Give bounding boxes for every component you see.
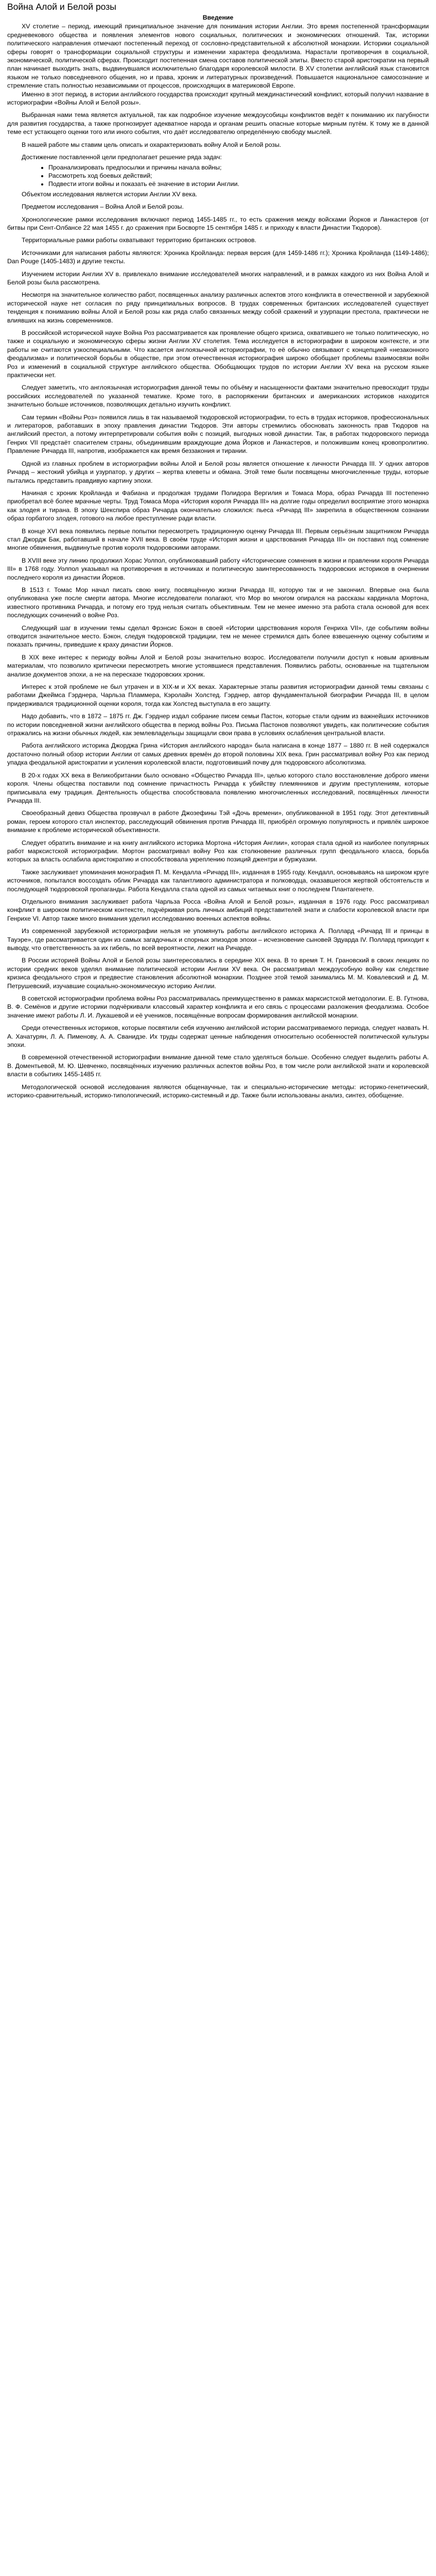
- paragraph: Отдельного внимания заслуживает работа Чарльза Росса «Война Алой и Белой розы», изданная в 1976 году. Росс рассматривал конфликт в широком политическом контексте, подчёркивая роль личных амбиций представителей знати и слабости королевской власти при Генрихе VI. Автор также много внимания уделил исследованию военных аспектов войны.: [7, 897, 429, 922]
- paragraph: В 1513 г. Томас Мор начал писать свою книгу, посвящённую жизни Ричарда III, которую так и не закончил. Впервые она была опубликована уже после смерти автора. Многие исследователи полагают, что Мор во многом опирался на рассказы кардинала Мортона, известного противника Ричарда, и потому его труд нельзя считать объективным. Тем не менее именно эта работа стала основой для всех последующих сочинений о войне Роз.: [7, 586, 429, 619]
- paragraph: В конце XVI века появились первые попытки пересмотреть традиционную оценку Ричарда III. Первым серьёзным защитником Ричарда стал Джордж Бак, работавший в начале XVII века. В своём труде «История жизни и царствования Ричарда III» он поставил под сомнение многие обвинения, выдвинутые против короля тюдоровскими авторами.: [7, 527, 429, 552]
- paragraph: Именно в этот период, в истории английского государства происходит крупный междинастический конфликт, который получил название в историографии «Войны Алой и Белой розы».: [7, 90, 429, 107]
- paragraph: Интерес к этой проблеме не был утрачен и в XIX-м и XX веках. Характерные этапы развития историографии данной темы связаны с работами Джеймса Гэрднера, Чарльза Пламмера, Кэролайн Холстед. Гэрднер, автор фундаментальной биографии Ричарда III, в целом придерживался традиционной оценки короля, тогда как Холстед выступала в его защиту.: [7, 683, 429, 707]
- paragraph-chronology: Хронологические рамки исследования включают период 1455-1485 гг., то есть сражения между войсками Йорков и Ланкастеров (от битвы при Сент-Олбансе 22 мая 1455 г. до сражения при Босворте 15 сентября 1485 г. и приходу к власти Династии Тюдоров).: [7, 215, 429, 231]
- paragraph: Работа английского историка Джорджа Грина «История английского народа» была написана в конце 1877 – 1880 гг. В ней содержался достаточно полный обзор истории Англии от самых древних времён до второй половины XIX века. Грин рассматривал войну Роз как период упадка феодальной аристократии и усиления королевской власти, подготовивший почву для тюдоровского абсолютизма.: [7, 742, 429, 767]
- paragraph: Надо добавить, что в 1872 – 1875 гг. Дж. Гэрднер издал собрание писем семьи Пастон, которые стали одним из важнейших источников по истории повседневной жизни английского общества в период войны Роз. Письма Пастонов позволяют увидеть, как политические события отражались на жизни обычных людей, как землевладельцы защищали свои права в условиях ослабления центральной власти.: [7, 713, 429, 737]
- task-item: • Рассмотреть ход боевых действий;: [48, 172, 429, 180]
- paragraph: В 20-х годах XX века в Великобритании было основано «Общество Ричарда III», целью которого стало восстановление доброго имени короля. Члены общества поставили под сомнение причастность Ричарда к убийству племянников и другим преступлениям, которые приписывала ему традиция. Деятельность общества способствовала появлению многочисленных исследований, посвящённых личности Ричарда III.: [7, 771, 429, 804]
- paragraph: Одной из главных проблем в историографии войны Алой и Белой розы является отношение к личности Ричарда III. У одних авторов Ричард – жестокий убийца и узурпатор, у других – жертва клеветы и обмана. Этой теме были посвящены многочисленные труды, которые пытались представить правдивую картину эпохи.: [7, 460, 429, 484]
- paragraph-methodology: Методологической основой исследования являются общенаучные, так и специально-исторические методы: историко-генетический, историко-сравнительный, историко-типологический, историко-системный и др. Также были использованы анализ, синтез, обобщение.: [7, 1083, 429, 1099]
- paragraph-sources: Источниками для написания работы являются: Хроника Кройланда: первая версия (для 1459-1486 гг.); Хроника Кройланда (1149-1486); Dan Pouge (1405-1483) и другие тексты.: [7, 249, 429, 265]
- task-item: • Подвести итоги войны и показать её значение в истории Англии.: [48, 180, 429, 188]
- section-heading-introduction: Введение: [202, 14, 234, 21]
- paragraph: Следующий шаг в изучении темы сделал Фрэнсис Бэкон в своей «Истории царствования короля Генриха VII», где событиям войны отводится значительное место. Бэкон, следуя тюдоровской традиции, тем не менее стремился дать более взвешенную оценку событиям и показать причины, приведшие к краху династии Йорков.: [7, 624, 429, 649]
- paragraph-object: Объектом исследования является истории Англии XV века.: [22, 190, 198, 198]
- paragraph: В российской исторической науке Война Роз рассматривается как проявление общего кризиса, охватившего не только политическую, но также и социальную и экономическую сферы жизни Англии XV столетия. Тема исследуется в историографии в широком контексте, и эти работы не считаются узкоспециальными. Что касается англоязычной историографии, то её обычно связывают с концепцией «незаконного феодализма» и политической борьбы в обществе, при этом отечественная историография широко обобщает проблемы взаимосвязи войн Роз и изменений в социальной структуре английского общества. Обобщающих трудов по истории Англии XV века на русском языке практически нет.: [7, 329, 429, 379]
- paragraph: Также заслуживает упоминания монография П. М. Кендалла «Ричард III», изданная в 1955 году. Кендалл, основываясь на широком круге источников, попытался воссоздать облик Ричарда как талантливого администратора и полководца, оказавшегося жертвой обстоятельств и последующей тюдоровской пропаганды. Работа Кендалла стала одной из самых читаемых книг о последнем Плантагенете.: [7, 868, 429, 893]
- paragraph: XV столетие – период, имеющий принципиальное значение для понимания истории Англии. Это время постепенной трансформации средневекового общества и появления элементов нового социальных, политических и экономических отношений. Так, историки политического направления отмечают постепенный переход от сословно-представительной к абсолютной монархии. Историки социальной сферы говорят о трансформации социальной структуры и изменении характера феодализма. Нарастали противоречия в социальной, экономической, политической сферах. Происходит постепенная смена составов политической элиты. Вместо старой аристократии на первый план начинает выходить знать, выдвинувшаяся исключительно благодаря королевской милости. В XV столетии английский язык становится языком не только повседневного общения, но и права, хроник и литературных произведений. Повышается национальное самосознание и стремление стать полностью независимыми от процессов, происходящих в материковой Европе.: [7, 23, 429, 90]
- paragraph: Своеобразный девиз Общества прозвучал в работе Джозефины Тэй «Дочь времени», опубликованной в 1951 году. Этот детективный роман, героем которого стал инспектор, расследующий обвинения против Ричарда III, приобрёл огромную популярность и привлёк широкое внимание к проблеме исторической объективности.: [7, 809, 429, 834]
- paragraph: Выбранная нами тема является актуальной, так как подробное изучение междоусобицы конфликтов ведёт к пониманию их пагубности для развития государства, а также прогнозирует адекватное народа и органам решить опасные которые мирным путём. К тому же в данной теме ест устающего оценки того или иного события, что даёт исследователю определённую свободу мыслей.: [7, 111, 429, 136]
- paragraph: В нашей работе мы ставим цель описать и охарактеризовать войну Алой и Белой розы.: [22, 141, 282, 148]
- paragraph-subject: Предметом исследования – Война Алой и Белой розы.: [22, 203, 184, 211]
- paragraph: Среди отечественных историков, которые посвятили себя изучению английской истории рассматриваемого периода, следует назвать Н. А. Хачатурян, Л. А. Пименову, А. А. Сванидзе. Их труды содержат ценные наблюдения относительно особенностей политической культуры эпохи.: [7, 1024, 429, 1049]
- paragraph: В XIX веке интерес к периоду войны Алой и Белой розы значительно возрос. Исследователи получили доступ к новым архивным материалам, что позволило критически пересмотреть многие устоявшиеся представления. Появились работы, основанные на тщательном анализе документов эпохи, а не на пересказе тюдоровских хроник.: [7, 653, 429, 678]
- paragraph: Следует обратить внимание и на книгу английского историка Мортона «История Англии», которая стала одной из наиболее популярных работ марксистской историографии. Мортон рассматривал войну Роз как столкновение различных групп феодального класса, борьба которых за власть ослабила аристократию и способствовала укреплению позиций джентри и буржуазии.: [7, 839, 429, 863]
- paragraph: Сам термин «Войны Роз» появился лишь в так называемой тюдоровской историографии, то есть в трудах историков, профессиональных и литераторов, работавших в эпоху правления династии Тюдоров. Эти авторы стремились обосновать законность прав Тюдоров на английский престол, а потому интерпретировали события войн с позиций, выгодных новой династии. Так, в работах тюдоровского периода Генрих VII предстаёт спасителем страны, объединившим враждующие дома Йорков и Ланкастеров, и положившим конец кровопролитию. Правление Ричарда III, напротив, изображается как время беззакония и тирании.: [7, 413, 429, 455]
- paragraph: Из современной зарубежной историографии нельзя не упомянуть работы английского историка А. Поллард «Ричард III и принцы в Тауэре», где рассматривается один из самых загадочных и спорных эпизодов эпохи – исчезновение сыновей Эдуарда IV. Поллард приходит к выводу, что ответственность за их гибель, по всей вероятности, лежит на Ричарде.: [7, 927, 429, 952]
- paragraph: В советской историографии проблема войны Роз рассматривалась преимущественно в рамках марксистской методологии. Е. В. Гутнова, В. Ф. Семёнов и другие историки подчёркивали классовый характер конфликта и его связь с процессами разложения феодализма. Особое значение имеют работы Л. И. Лукашевой и её учеников, посвящённые вопросам формирования английской монархии.: [7, 995, 429, 1019]
- task-item: • Проанализировать предпосылки и причины начала войны;: [48, 163, 429, 172]
- paragraph: Несмотря на значительное количество работ, посвященных анализу различных аспектов этого конфликта в отечественной и зарубежной исторической науке нет согласия по ряду принципиальных вопросов. В трудах современных британских исследователей существует тенденция к пониманию войны Алой и Белой розы как ряда слабо связанных между собой сражений и узурпации престола, практически не влиявших на жизнь современников.: [7, 291, 429, 324]
- paragraph: В России историей Войны Алой и Белой розы заинтересовались в середине XIX века. В то время Т. Н. Грановский в своих лекциях по истории средних веков уделял внимание политической истории Англии XV века. Он рассматривал междоусобную войну как следствие кризиса феодального строя и предвестие становления абсолютной монархии. Позднее этой темой занимались М. М. Ковалевский и Д. М. Петрушевский, изучавшие социально-экономическую историю Англии.: [7, 957, 429, 990]
- tasks-list: [7, 163, 429, 189]
- paragraph: В XVIII веке эту линию продолжил Хорас Уолпол, опубликовавший работу «Исторические сомнения в жизни и правлении короля Ричарда III» в 1768 году. Уолпол указывал на противоречия в источниках и политическую заинтересованность тюдоровских историков в очернении последнего короля из династии Йорков.: [7, 556, 429, 581]
- paragraph: Следует заметить, что англоязычная историография данной темы по объёму и насыщенности фактами значительно превосходит труды российских исследователей по указанной тематике. Кроме того, в распоряжении британских и американских историков находится значительно больше источников, позволяющих детально изучить конфликт.: [7, 384, 429, 409]
- paragraph: Изучением истории Англии XV в. привлекало внимание исследователей многих направлений, и в рамках каждого из них Война Алой и Белой розы была рассмотрена.: [7, 270, 429, 286]
- paragraph: Начиная с хроник Кройланда и Фабиана и продолжая трудами Полидора Вергилия и Томаса Мора, образ Ричарда III постепенно приобретал всё более мрачные черты. Труд Томаса Мора «История короля Ричарда III» на долгие годы определил восприятие этого монарха как злодея и тирана. В эпоху Шекспира образ Ричарда окончательно сложился: пьеса «Ричард III» закрепила в общественном сознании образ горбатого злодея, готового на любое преступление ради власти.: [7, 489, 429, 522]
- paragraph-territory: Территориальные рамки работы охватывают территорию британских островов.: [22, 236, 256, 244]
- paragraph: В современной отечественной историографии внимание данной теме стало уделяться больше. Особенно следует выделить работы А. В. Доментьевой, М. Ю. Шевченко, посвящённых изучению различных аспектов войны Роз, в том числе роли английской знати и королевской власти в событиях 1455-1485 гг.: [7, 1054, 429, 1078]
- page-title: Война Алой и Белой розы: [7, 2, 116, 12]
- paragraph-tasks-intro: Достижение поставленной цели предполагает решение ряда задач:: [22, 154, 222, 161]
